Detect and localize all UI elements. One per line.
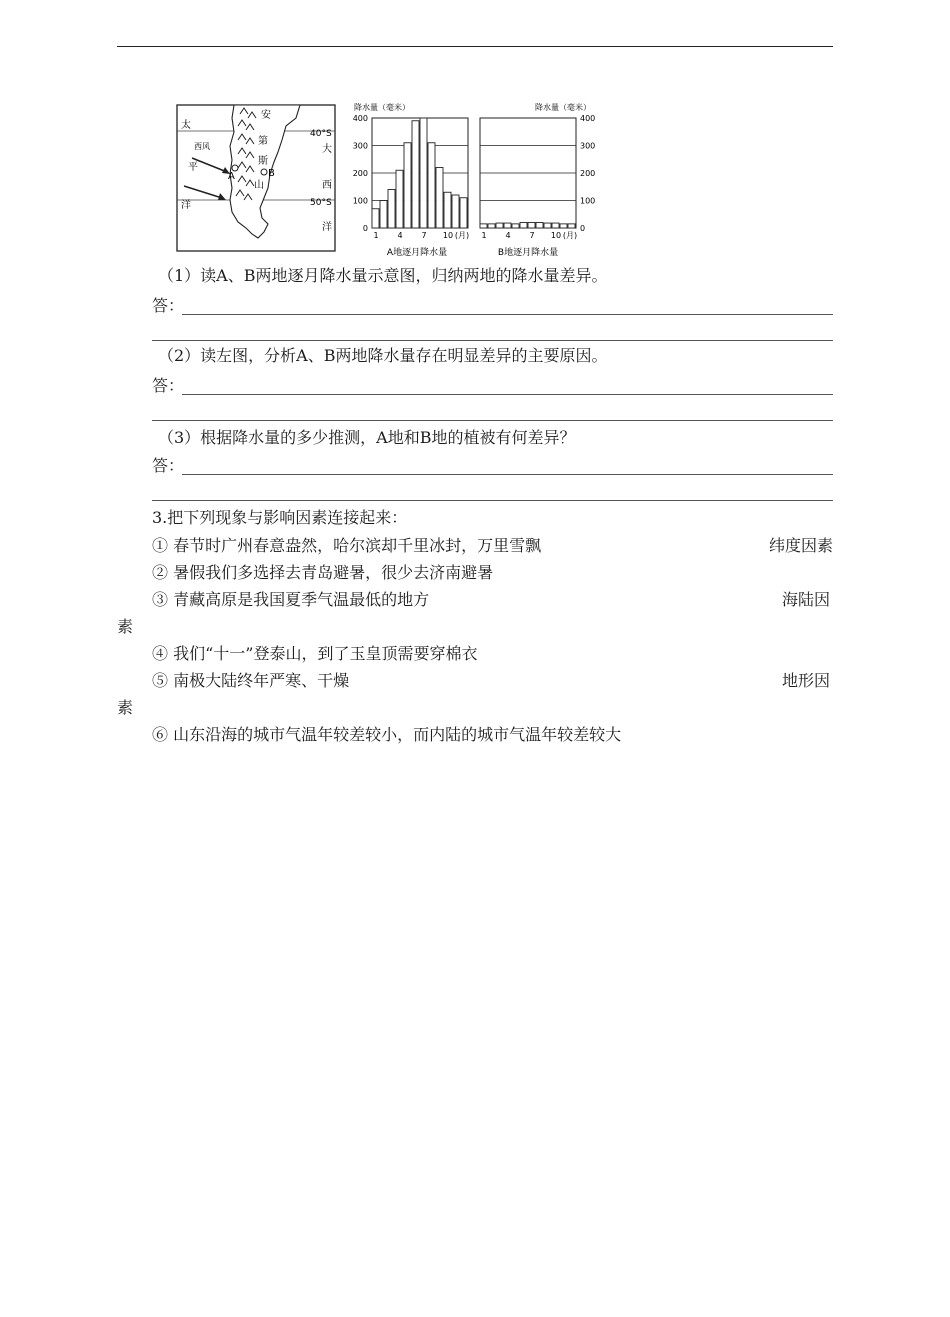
answer-line-1a[interactable] [182,314,833,315]
map-label-tai: 太 [181,120,191,131]
map-label-di: 第 [258,136,268,147]
chart-1-bar [552,223,559,228]
map-label-yang-right: 洋 [322,222,332,233]
matching-item-4: ④ 我们“十一”登泰山，到了玉皇顶需要穿棉衣 [152,644,478,663]
chart-0-ytick-label: 400 [352,114,368,123]
factor-land-sea-part1[interactable]: 海陆因 [781,590,830,609]
chart-a-title: A地逐月降水量 [386,248,448,258]
chart-b-title: B地逐月降水量 [497,248,559,258]
chart-a [353,102,469,258]
chart-a-ylabel: 降水量（毫米） [354,103,410,112]
chart-0-ytick-label: 100 [352,196,368,206]
chart-1-bar [568,224,575,228]
chart-0-bar [404,143,411,228]
matching-item-3: ③ 青藏高原是我国夏季气温最低的地方 [152,590,430,609]
map-label-xi: 西 [322,180,332,191]
chart-1-xtick-label: 7 [529,231,535,240]
chart-1-ytick-label: 300 [580,141,596,151]
map-label-lat40: 40°S [310,129,332,139]
chart-1-bar [544,223,551,228]
chart-0-xtick-label: 4 [397,231,403,240]
question-3: （3）根据降水量的多少推测，A地和B地的植被有何差异？ [158,428,576,447]
chart-0-ytick-label: 0 [362,224,368,233]
chart-0-ytick-label: 300 [352,141,368,151]
chart-0-bar [436,168,443,229]
point-b-marker [261,169,267,175]
chart-1-bar [488,224,495,228]
chart-0-bar [420,118,427,228]
answer-line-2b[interactable] [152,420,833,421]
factor-terrain-part2: 素 [117,698,134,717]
chart-0-xtick-label: 10 [442,231,454,240]
answer-line-3a[interactable] [182,474,833,475]
answer-label-2: 答： [152,376,185,395]
header-rule [117,46,833,47]
chart-1-ytick-label: 100 [580,196,596,206]
factor-land-sea-part2: 素 [117,617,134,636]
matching-item-1: ① 春节时广州春意盎然，哈尔滨却千里冰封，万里雪飘 [152,536,542,555]
map-label-westerly: 西风 [194,142,210,151]
chart-0-bar [412,121,419,228]
map-label-shan: 山 [254,180,264,191]
chart-1-xtick-label: (月) [562,231,578,240]
chart-1-xtick-label: 1 [481,231,487,240]
matching-item-5: ⑤ 南极大陆终年严寒、干燥 [152,671,350,690]
map-label-point-b: B [268,168,275,179]
chart-0-bar [460,198,467,228]
matching-heading: 3.把下列现象与影响因素连接起来： [152,508,408,527]
chart-0-bar [380,201,387,229]
chart-1-ytick-label: 200 [580,169,596,178]
answer-line-3b[interactable] [152,500,833,501]
map-label-an: 安 [261,110,271,121]
map-label-lat50: 50°S [310,198,332,208]
chart-1-bar [528,223,535,229]
chart-1-xtick-label: 10 [550,231,562,240]
chart-1-bar [512,224,519,228]
matching-item-2: ② 暑假我们多选择去青岛避暑，很少去济南避暑 [152,563,494,582]
chart-1-bar [536,223,543,229]
chart-1-ytick-label: 0 [580,224,586,233]
chart-1-bar [520,223,527,229]
chart-0-xtick-label: 7 [421,231,427,240]
chart-1-bar [560,224,567,228]
chart-0-xtick-label: (月) [454,231,470,240]
answer-line-2a[interactable] [182,394,833,395]
chart-1-bar [480,224,487,228]
chart-1-ytick-label: 400 [580,114,596,123]
factor-latitude[interactable]: 纬度因素 [768,536,833,555]
chart-b [480,102,595,258]
map-label-da: 大 [322,144,332,155]
answer-line-1b[interactable] [152,340,833,341]
question-1: （1）读A、B两地逐月降水量示意图，归纳两地的降水量差异。 [158,266,608,285]
chart-1-bar [504,223,511,228]
chart-1-bar [496,223,503,228]
chart-0-bar [452,195,459,228]
chart-0-bar [428,143,435,228]
chart-0-ytick-label: 200 [352,169,368,178]
question-2: （2）读左图，分析A、B两地降水量存在明显差异的主要原因。 [158,346,608,365]
chart-1-xtick-label: 4 [505,231,511,240]
map-label-yang-left: 洋 [181,200,191,211]
map-panel [177,105,335,251]
map-label-si: 斯 [258,156,268,167]
figure-group [172,100,637,260]
chart-0-bar [396,170,403,228]
answer-label-1: 答： [152,296,185,315]
factor-terrain-part1[interactable]: 地形因 [781,671,830,690]
chart-0-bar [444,192,451,228]
chart-b-ylabel: 降水量（毫米） [535,103,591,112]
chart-0-bar [388,190,395,229]
map-label-point-a: A [228,171,235,182]
answer-label-3: 答： [152,456,185,475]
map-label-ping: 平 [188,162,198,173]
chart-0-bar [372,209,379,228]
chart-0-xtick-label: 1 [373,231,379,240]
matching-item-6: ⑥ 山东沿海的城市气温年较差较小，而内陆的城市气温年较差较大 [152,725,622,744]
